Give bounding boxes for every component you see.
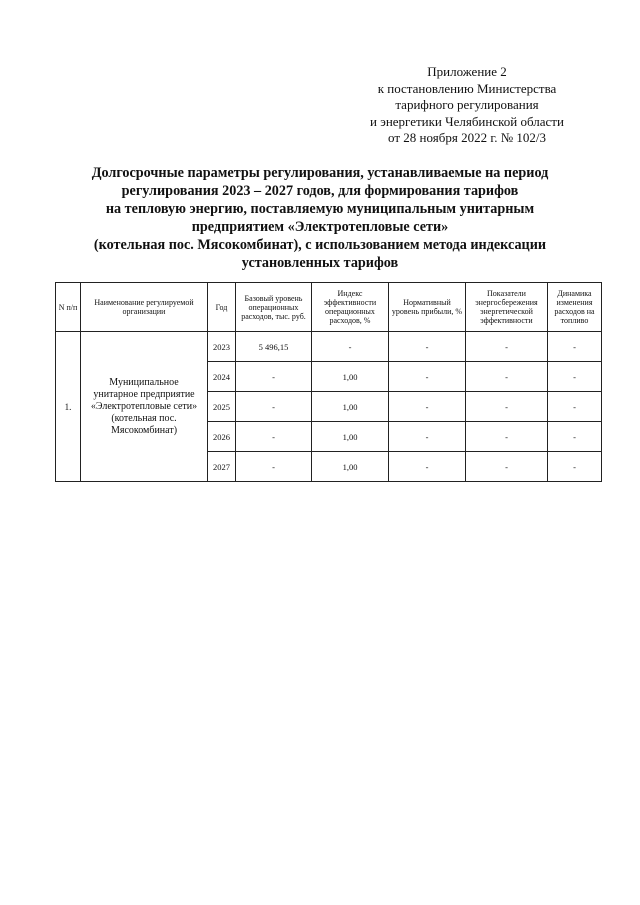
profit-level-cell: - (389, 332, 466, 362)
base-opex-cell: - (236, 392, 312, 422)
header-year: Год (208, 283, 236, 332)
header-profit-level: Нормативный уровень прибыли, % (389, 283, 466, 332)
appendix-block (340, 64, 594, 147)
efficiency-index-cell: - (312, 332, 389, 362)
appendix-line: к постановлению Министерства (377, 80, 557, 96)
base-opex-cell: - (236, 362, 312, 392)
appendix-line: тарифного регулирования (395, 97, 539, 112)
title-line: Долгосрочные параметры регулирования, устанавливаемые на период (91, 165, 549, 181)
year-cell: 2024 (208, 362, 236, 392)
header-number: N п/п (56, 283, 81, 332)
header-efficiency-index: Индекс эффективности операционных расходов, % (312, 283, 389, 332)
profit-level-cell: - (389, 362, 466, 392)
energy-saving-cell: - (466, 332, 548, 362)
header-energy-saving: Показатели энергосбережения энергетической эффективности (466, 283, 548, 332)
parameters-table (55, 282, 602, 482)
title-line: установленных тарифов (241, 255, 399, 271)
header-fuel-dynamics: Динамика изменения расходов на топливо (548, 283, 602, 332)
profit-level-cell: - (389, 452, 466, 482)
base-opex-cell: - (236, 452, 312, 482)
title-line: на тепловую энергию, поставляемую муниципальным унитарным (105, 201, 535, 217)
table-header-row (56, 283, 602, 332)
fuel-dynamics-cell: - (548, 392, 602, 422)
energy-saving-cell: - (466, 452, 548, 482)
fuel-dynamics-cell: - (548, 422, 602, 452)
efficiency-index-cell: 1,00 (312, 422, 389, 452)
appendix-line: и энергетики Челябинской области (370, 113, 564, 129)
organization-name: Муниципальное унитарное предприятие «Электротепловые сети» (котельная пос. Мясокомбинат) (81, 332, 208, 482)
title-line: предприятием «Электротепловые сети» (191, 219, 449, 235)
efficiency-index-cell: 1,00 (312, 392, 389, 422)
efficiency-index-cell: 1,00 (312, 452, 389, 482)
base-opex-cell: - (236, 422, 312, 452)
energy-saving-cell: - (466, 362, 548, 392)
efficiency-index-cell: 1,00 (312, 362, 389, 392)
header-base-opex: Базовый уровень операционных расходов, тыс. руб. (236, 283, 312, 332)
title-line: (котельная пос. Мясокомбинат), с использованием метода индексации (93, 237, 547, 253)
profit-level-cell: - (389, 422, 466, 452)
header-organization: Наименование регулируемой организации (81, 283, 208, 332)
fuel-dynamics-cell: - (548, 362, 602, 392)
energy-saving-cell: - (466, 392, 548, 422)
table-row (56, 332, 602, 362)
year-cell: 2023 (208, 332, 236, 362)
row-number: 1. (56, 332, 81, 482)
fuel-dynamics-cell: - (548, 332, 602, 362)
base-opex-cell: 5 496,15 (236, 332, 312, 362)
title-line: регулирования 2023 – 2027 годов, для формирования тарифов (121, 183, 519, 199)
profit-level-cell: - (389, 392, 466, 422)
document-title (60, 164, 580, 272)
year-cell: 2027 (208, 452, 236, 482)
fuel-dynamics-cell: - (548, 452, 602, 482)
appendix-line: Приложение 2 (427, 64, 507, 79)
energy-saving-cell: - (466, 422, 548, 452)
year-cell: 2026 (208, 422, 236, 452)
year-cell: 2025 (208, 392, 236, 422)
appendix-line: от 28 ноября 2022 г. № 102/3 (388, 130, 546, 145)
